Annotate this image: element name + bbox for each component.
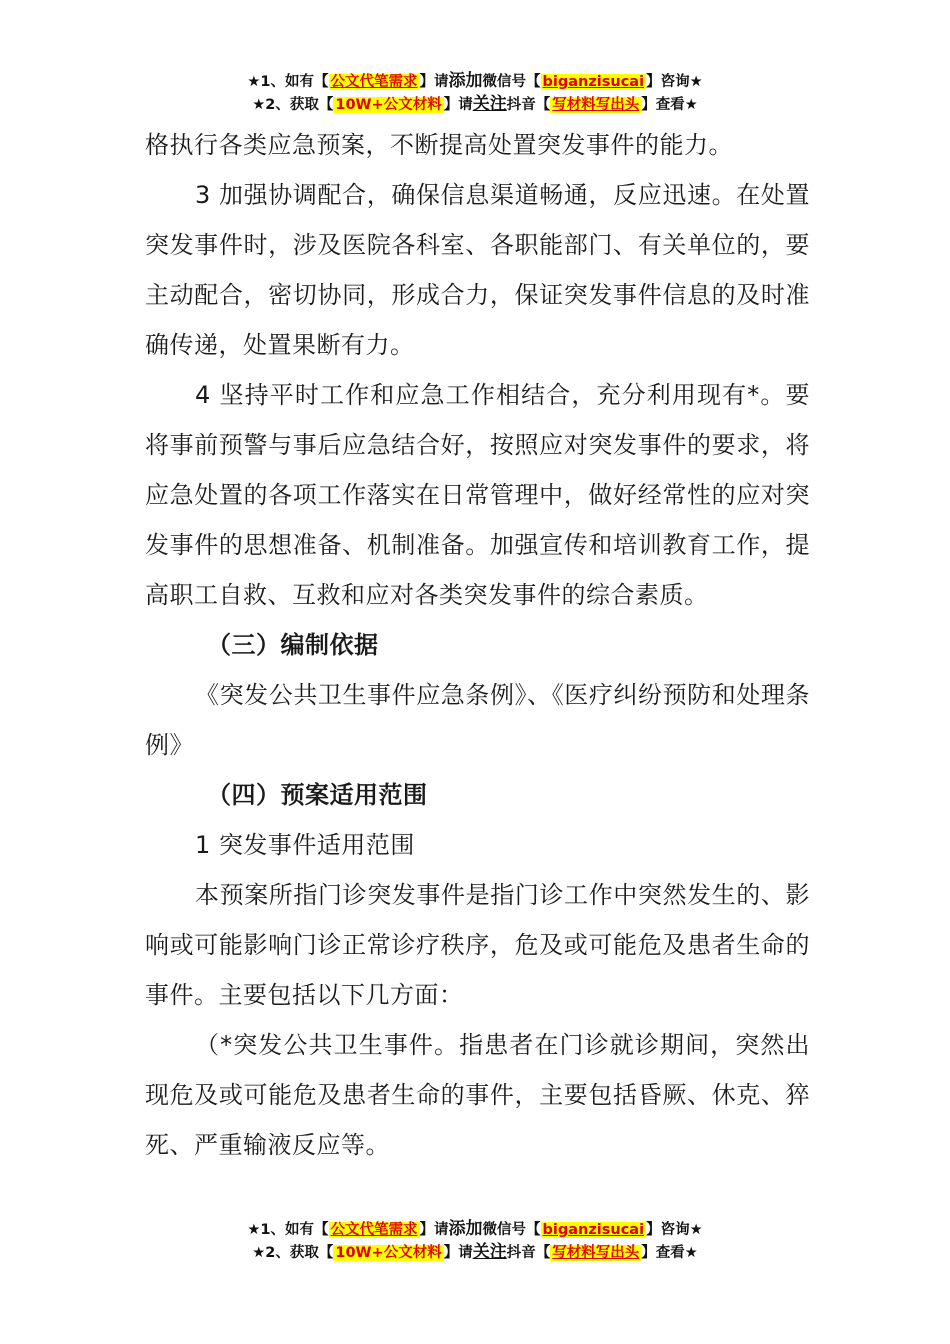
highlight-materials: 10W+公文材料 (335, 97, 442, 113)
banner-text: 】咨询★ (646, 1222, 703, 1238)
highlight-douyin: 写材料写出头 (552, 1245, 640, 1261)
banner-text: 1、如有【 (260, 74, 329, 90)
banner-emphasis: 添加 (448, 1219, 483, 1239)
banner-emphasis: 关注 (472, 94, 507, 114)
banner-line-2 (0, 93, 950, 116)
banner-text: 2、获取【 (265, 1245, 334, 1261)
highlight-wechat-id: biganzisucai (542, 74, 645, 90)
banner-text: 】请 (419, 1222, 449, 1238)
banner-line-1 (0, 1218, 950, 1241)
section-heading: （四）预案适用范围 (207, 781, 428, 809)
document-body (145, 120, 810, 1170)
banner-line-1 (0, 70, 950, 93)
star-icon: ★ (247, 1222, 261, 1238)
paragraph: 4 坚持平时工作和应急工作相结合，充分利用现有*。要将事前预警与事后应急结合好，按照应对突发事件的要求，将应急处置的各项工作落实在日常管理中，做好经常性的应对突发事件的思想准备、机制准备。加强宣传和培训教育工作，提高职工自救、互救和应对各类突发事件的综合素质。 (145, 381, 810, 609)
highlight-wechat-id: biganzisucai (542, 1222, 645, 1238)
banner-text: 1、如有【 (260, 1222, 329, 1238)
paragraph: 1 突发事件适用范围 (195, 831, 415, 859)
highlight-materials: 10W+公文材料 (335, 1245, 442, 1261)
banner-text: 】请 (443, 97, 473, 113)
banner-emphasis: 添加 (448, 71, 483, 91)
paragraph: 《突发公共卫生事件应急条例》、《医疗纠纷预防和处理条例》 (145, 681, 810, 759)
banner-text: 】咨询★ (646, 74, 703, 90)
paragraph: 本预案所指门诊突发事件是指门诊工作中突然发生的、影响或可能影响门诊正常诊疗秩序，危及或可能危及患者生命的事件。主要包括以下几方面： (145, 881, 810, 1009)
banner-text: 】请 (419, 74, 449, 90)
banner-text: 】请 (443, 1245, 473, 1261)
banner-text: 】查看★ (641, 1245, 698, 1261)
paragraph: 格执行各类应急预案，不断提高处置突发事件的能力。 (145, 131, 733, 159)
banner-text: 抖音【 (506, 1245, 551, 1261)
paragraph: 3 加强协调配合，确保信息渠道畅通，反应迅速。在处置突发事件时，涉及医院各科室、各职能部门、有关单位的，要主动配合，密切协同，形成合力，保证突发事件信息的及时准确传递，处置果断有力。 (145, 181, 810, 359)
footer-banner (0, 1218, 950, 1264)
highlight-douyin: 写材料写出头 (552, 97, 640, 113)
banner-text: 抖音【 (506, 97, 551, 113)
banner-text: 微信号【 (482, 74, 541, 90)
banner-line-2 (0, 1241, 950, 1264)
star-icon: ★ (247, 74, 261, 90)
banner-text: 微信号【 (482, 1222, 541, 1238)
banner-text: 】查看★ (641, 97, 698, 113)
paragraph: （*突发公共卫生事件。指患者在门诊就诊期间，突然出现危及或可能危及患者生命的事件，主要包括昏厥、休克、猝死、严重输液反应等。 (145, 1031, 810, 1159)
star-icon: ★ (252, 1245, 266, 1261)
highlight-service: 公文代笔需求 (330, 1222, 418, 1238)
star-icon: ★ (252, 97, 266, 113)
highlight-service: 公文代笔需求 (330, 74, 418, 90)
section-heading: （三）编制依据 (207, 631, 379, 659)
banner-text: 2、获取【 (265, 97, 334, 113)
banner-emphasis: 关注 (472, 1242, 507, 1262)
header-banner (0, 70, 950, 116)
